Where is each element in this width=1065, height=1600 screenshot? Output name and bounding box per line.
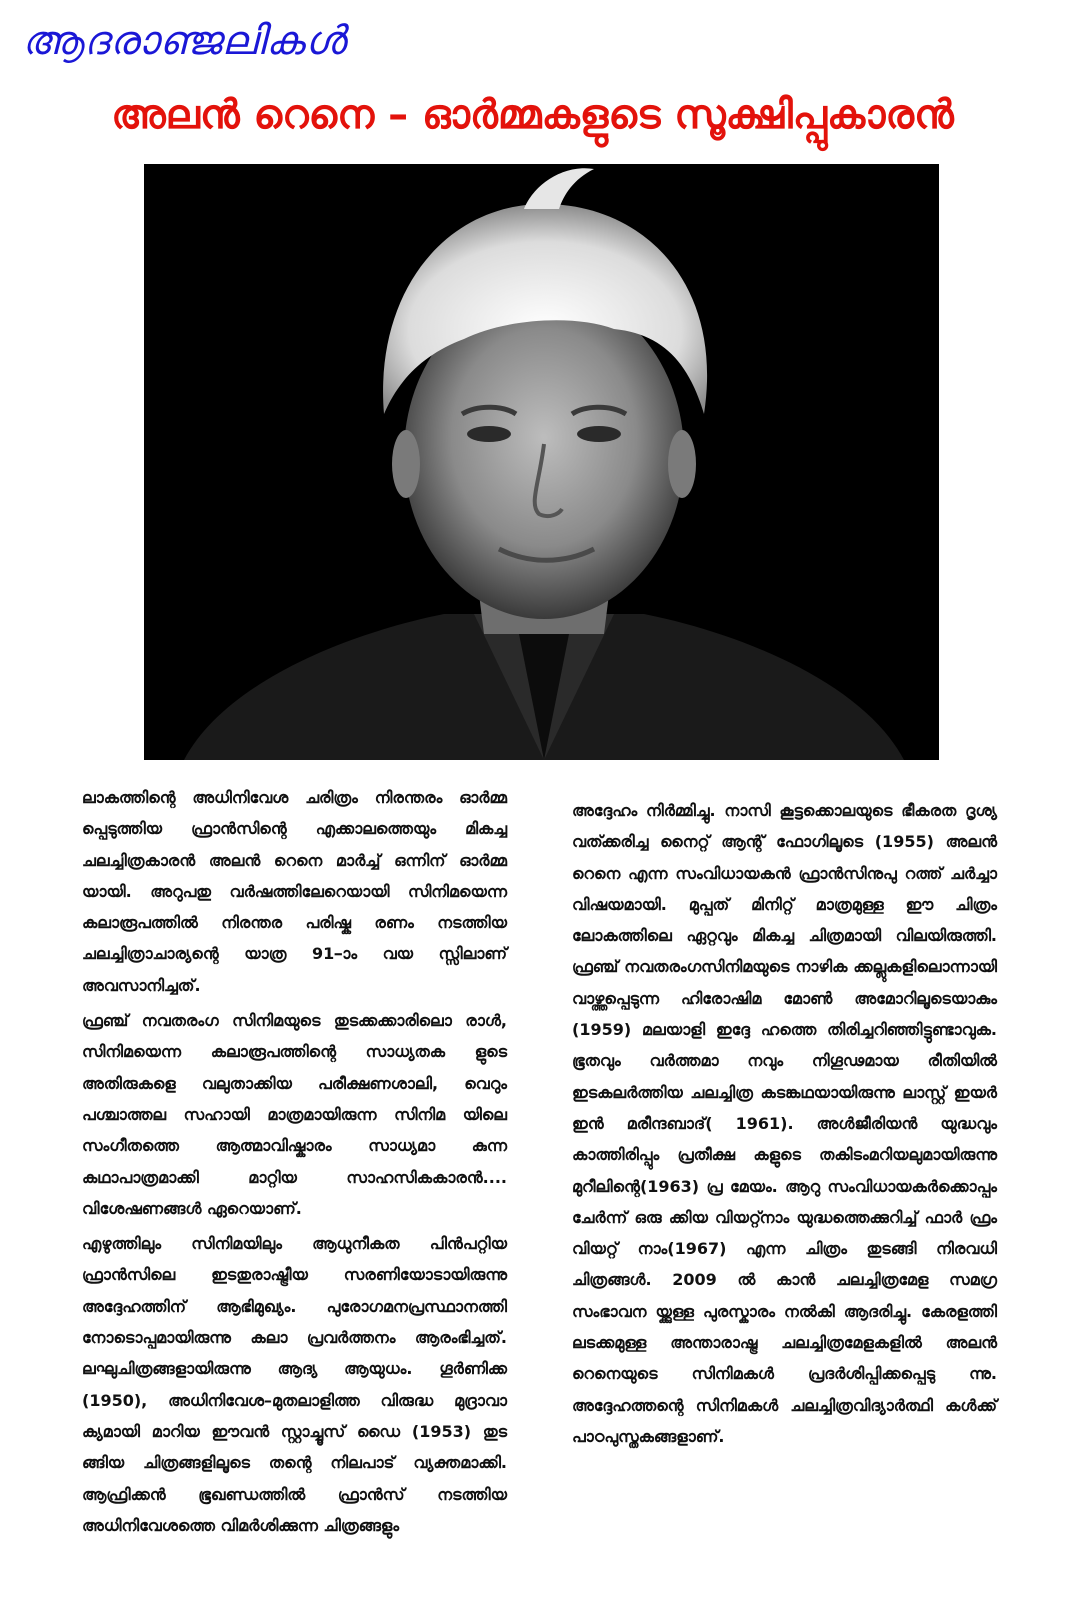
paragraph: അദ്ദേഹം നിർമ്മിച്ചു. നാസി കൂട്ടക്കൊലയുടെ ഭീകരത ദൃശ്യ വത്ക്കരിച്ച നൈറ്റ് ആന്റ് ഫോഗിലൂടെ (1955) അലൻ റെനെ എന്ന സംവിധായകൻ ഫ്രാൻസിനുപു റത്ത് ചർച്ചാ വിഷയമായി. മുപ്പത് മിനിറ്റ് മാത്രമുള്ള ഈ ചിത്രം ലോകത്തിലെ ഏറ്റവും മികച്ച ചിത്രമായി വിലയിരുത്തി. ഫ്രഞ്ച് നവതരംഗസിനിമയുടെ നാഴിക ക്കല്ലുകളിലൊന്നായി വാഴ്ത്തപ്പെടുന്ന ഹിരോഷിമ മോൺ അമോറിലൂടെയാകും (1959) മലയാളി ഇദ്ദേ ഹത്തെ തിരിച്ചറിഞ്ഞിട്ടുണ്ടാവുക. ഭൂതവും വർത്തമാ നവും നിഗൂഢമായ രീതിയിൽ ഇടകലർത്തിയ ചലച്ചിത്ര കടങ്കഥയായിരുന്നു ലാസ്റ്റ് ഇയർ ഇൻ മരീന്ദബാദ്( 1961). അൾജീരിയൻ യുദ്ധവും കാത്തിരിപ്പും പ്രതീക്ഷ കളുടെ തകിടംമറിയലുമായിരുന്നു മുറീലിന്റെ(1963) പ്ര മേയം. ആറു സംവിധായകർക്കൊപ്പം ചേർന്ന് ഒരു ക്കിയ വിയറ്റ്നാം യുദ്ധത്തെക്കുറിച്ച് ഫാർ ഫ്രം വിയറ്റ് നാം(1967) എന്ന ചിത്രം തുടങ്ങി നിരവധി ചിത്രങ്ങൾ. 2009 ൽ കാൻ ചലച്ചിത്രമേള സമഗ്ര സംഭാവന യ്ക്കുള്ള പുരസ്കാരം നൽകി ആദരിച്ചു. കേരളത്തി ലടക്കമുള്ള അന്താരാഷ്ട്ര ചലച്ചിത്രമേളകളിൽ അലൻ റെനെയുടെ സിനിമകൾ പ്രദർശിപ്പിക്കപ്പെടു ന്നു. അദ്ദേഹത്തന്റെ സിനിമകൾ ചലച്ചിത്രവിദ്യാർത്ഥി കൾക്ക് പാഠപുസ്തകങ്ങളാണ്. [572,801,997,1446]
paragraph: ലാകത്തിന്റെ അധിനിവേശ ചരിത്രം നിരന്തരം ഓർമ്മ പ്പെടുത്തിയ ഫ്രാൻസിന്റെ എക്കാലത്തെയും മികച്ച ചലച്ചിത്രകാരൻ അലൻ റെനെ മാർച്ച് ഒന്നിന് ഓർമ്മ യായി. അറുപതു വർഷത്തിലേറെയായി സിനിമയെന്ന കലാരൂപത്തിൽ നിരന്തര പരിഷ്ക രണം നടത്തിയ ചലച്ചിത്രാചാര്യന്റെ യാത്ര 91–ാം വയ സ്സിലാണ് അവസാനിച്ചത്. [82,788,507,995]
article-column-left [82,782,507,1545]
section-label: ആദരാഞ്ജലികൾ [22,18,347,64]
paragraph: ഫ്രഞ്ച് നവതരംഗ സിനിമയുടെ തുടക്കക്കാരിലൊ രാൾ, സിനിമയെന്ന കലാരൂപത്തിന്റെ സാധ്യതക ളുടെ അതിരുകളെ വലുതാക്കിയ പരീക്ഷണശാലി, വെറും പശ്ചാത്തല സഹായി മാത്രമായിരുന്ന സിനിമ യിലെ സംഗീതത്തെ ആത്മാവിഷ്കാരം സാധ്യമാ കുന്ന കഥാപാത്രമാക്കി മാറ്റിയ സാഹസികകാരൻ.... വിശേഷണങ്ങൾ ഏറെയാണ്. [82,1011,507,1218]
paragraph: എഴുത്തിലും സിനിമയിലും ആധുനീകത പിൻപറ്റിയ ഫ്രാൻസിലെ ഇടതുരാഷ്ട്രീയ സരണിയോടായിരുന്നു അദ്ദേഹത്തിന് ആഭിമുഖ്യം. പുരോഗമനപ്രസ്ഥാനത്തി നോടൊപ്പമായിരുന്നു കലാ പ്രവർത്തനം ആരംഭിച്ചത്. ലഘുചിത്രങ്ങളായിരുന്നു ആദ്യ ആയുധം. ഗൂർണിക്ക (1950), അധിനിവേശ–മുതലാളിത്ത വിരുദ്ധ മുദ്രാവാ ക്യമായി മാറിയ ഈവൻ സ്റ്റാച്ചൂസ് ഡൈ (1953) തുട ങ്ങിയ ചിത്രങ്ങളിലൂടെ തന്റെ നിലപാട് വ്യക്തമാക്കി. ആഫ്രിക്കൻ ഭൂഖണ്ഡത്തിൽ ഫ്രാൻസ് നടത്തിയ അധിനിവേശത്തെ വിമർശിക്കുന്ന ചിത്രങ്ങളും [82,1234,507,1535]
portrait-photo [144,164,939,760]
article-headline: അലൻ റെനെ – ഓർമ്മകളുടെ സൂക്ഷിപ്പുകാരൻ [111,92,954,138]
portrait-illustration [144,164,939,760]
article-column-right [572,795,997,1456]
